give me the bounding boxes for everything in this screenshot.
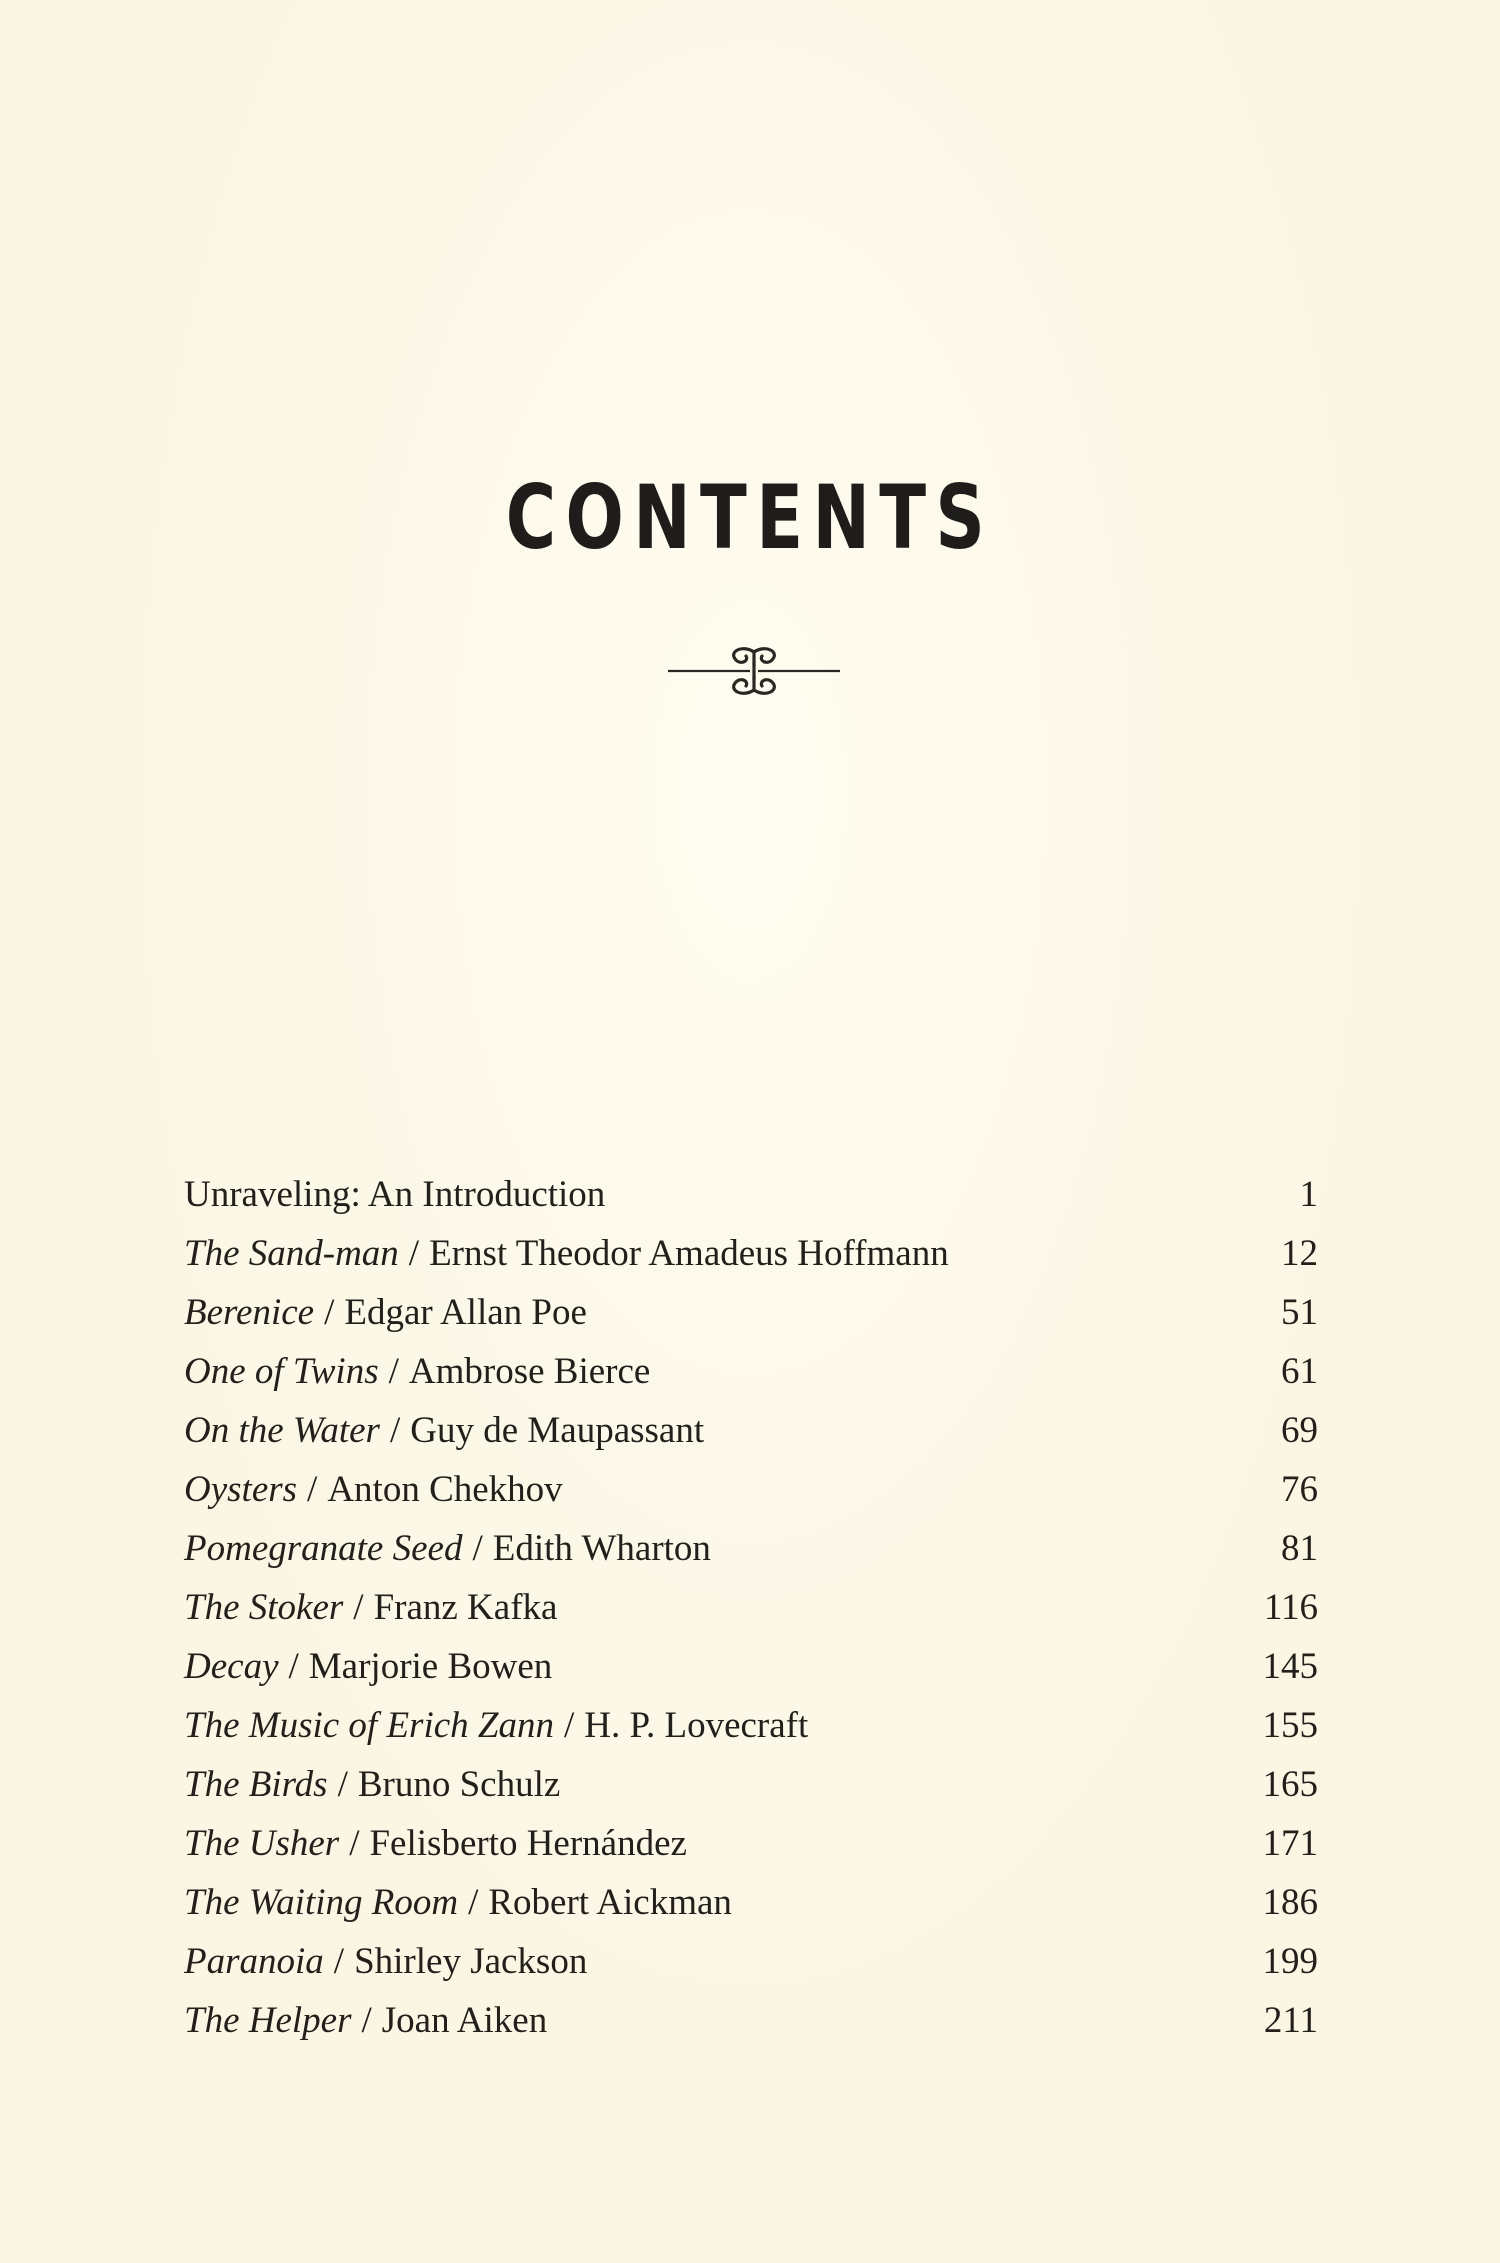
story-author: Robert Aickman (488, 1882, 732, 1923)
story-title: Decay (184, 1646, 279, 1687)
story-title: The Sand-man (184, 1233, 399, 1274)
page-number: 76 (1281, 1469, 1318, 1510)
page-title: CONTENTS (505, 466, 995, 569)
title-author-separator: / (349, 1823, 360, 1864)
title-author-separator: / (408, 1233, 420, 1274)
title-author-separator: / (361, 2000, 372, 2041)
title-author-separator: / (288, 1646, 299, 1687)
title-author-separator: / (353, 1587, 364, 1628)
story-title: Oysters (184, 1469, 298, 1510)
story-author: Marjorie Bowen (308, 1646, 553, 1687)
story-title: The Waiting Room (184, 1882, 459, 1923)
title-author-separator: / (337, 1764, 348, 1805)
page-number: 51 (1281, 1292, 1318, 1333)
toc-entry[interactable] (184, 1342, 1318, 1401)
page-number: 186 (1262, 1882, 1318, 1923)
story-title: The Helper (184, 2000, 352, 2041)
title-author-separator: / (324, 1292, 335, 1333)
story-author: Shirley Jackson (354, 1941, 588, 1982)
story-author: Bruno Schulz (357, 1764, 561, 1805)
page-number: 1 (1299, 1174, 1318, 1215)
toc-entry[interactable] (184, 1224, 1318, 1283)
toc-entry[interactable] (184, 1755, 1318, 1814)
story-title: On the Water (184, 1410, 380, 1451)
title-author-separator: / (472, 1528, 483, 1569)
toc-entry[interactable] (184, 1165, 1318, 1224)
page-number: 199 (1262, 1941, 1318, 1982)
toc-entry[interactable] (184, 1814, 1318, 1873)
toc-entry[interactable] (184, 1637, 1318, 1696)
story-author: Joan Aiken (381, 2000, 548, 2041)
page-number: 165 (1262, 1764, 1318, 1805)
page-number: 155 (1262, 1705, 1318, 1746)
story-author: H. P. Lovecraft (584, 1705, 809, 1746)
story-author: Unraveling: An Introduction (184, 1174, 606, 1215)
title-author-separator: / (307, 1469, 318, 1510)
toc-entry[interactable] (184, 1401, 1318, 1460)
story-author: Franz Kafka (373, 1587, 558, 1628)
page-number: 211 (1263, 2000, 1318, 2041)
story-author: Edgar Allan Poe (344, 1292, 587, 1333)
story-author: Ambrose Bierce (408, 1351, 651, 1392)
story-title: Paranoia (184, 1941, 324, 1982)
page-number: 61 (1281, 1351, 1318, 1392)
story-author: Edith Wharton (492, 1528, 711, 1569)
title-author-separator: / (563, 1705, 575, 1746)
scroll-ornament-icon (668, 640, 840, 702)
page-number: 12 (1281, 1233, 1318, 1274)
table-of-contents (184, 1165, 1318, 2050)
toc-entry[interactable] (184, 1283, 1318, 1342)
story-title: One of Twins (184, 1351, 379, 1392)
story-author: Anton Chekhov (327, 1469, 563, 1510)
page-number: 145 (1262, 1646, 1318, 1687)
page-number: 69 (1281, 1410, 1318, 1451)
story-title: The Music of Erich Zann (184, 1705, 554, 1746)
story-title: The Stoker (184, 1587, 344, 1628)
toc-entry[interactable] (184, 1696, 1318, 1755)
story-author: Guy de Maupassant (410, 1410, 705, 1451)
story-title: The Usher (184, 1823, 340, 1864)
page-number: 116 (1263, 1587, 1318, 1628)
story-title: Berenice (184, 1292, 315, 1333)
toc-entry[interactable] (184, 1578, 1318, 1637)
toc-entry[interactable] (184, 1460, 1318, 1519)
story-title: Pomegranate Seed (184, 1528, 463, 1569)
toc-entry[interactable] (184, 1873, 1318, 1932)
toc-entry[interactable] (184, 1519, 1318, 1578)
title-author-separator: / (388, 1351, 399, 1392)
title-author-separator: / (389, 1410, 401, 1451)
story-author: Ernst Theodor Amadeus Hoffmann (429, 1233, 949, 1274)
title-author-separator: / (333, 1941, 345, 1982)
title-author-separator: / (468, 1882, 479, 1923)
page-number: 81 (1281, 1528, 1318, 1569)
toc-entry[interactable] (184, 1991, 1318, 2050)
page-number: 171 (1262, 1823, 1318, 1864)
story-author: Felisberto Hernández (369, 1823, 687, 1864)
story-title: The Birds (184, 1764, 328, 1805)
toc-entry[interactable] (184, 1932, 1318, 1991)
